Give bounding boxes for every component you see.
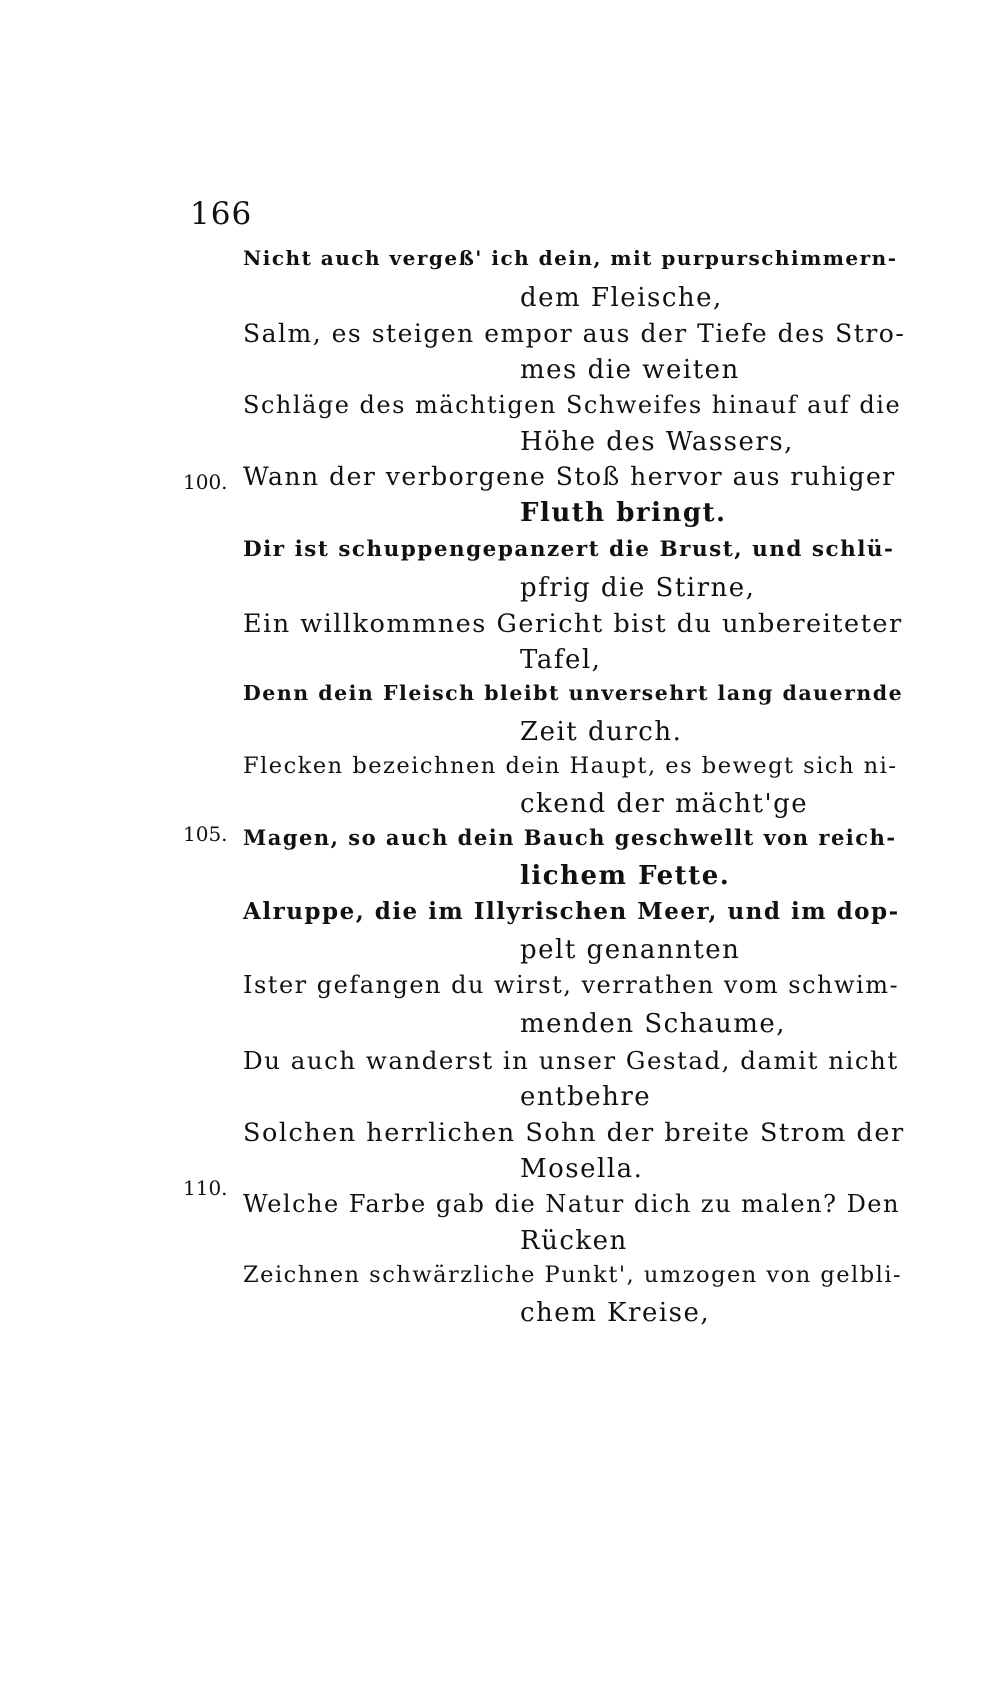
text-line: Solchen herrlichen Sohn der breite Strom der — [243, 1118, 905, 1148]
text-line: Schläge des mächtigen Schweifes hinauf auf die — [243, 391, 902, 419]
text-line: Mosella. — [520, 1154, 644, 1184]
text-line: menden Schaume, — [520, 1009, 786, 1039]
text-line: pelt genannten — [520, 935, 741, 965]
text-line: entbehre — [520, 1082, 652, 1112]
text-line: Alruppe, die im Illyrischen Meer, und im dop- — [243, 898, 900, 925]
text-line: Zeichnen schwärzliche Punkt', umzogen von gelbli- — [243, 1262, 903, 1288]
text-line: Welche Farbe gab die Natur dich zu malen? Den — [243, 1190, 900, 1218]
text-line: Ister gefangen du wirst, verrathen vom schwim- — [243, 971, 900, 999]
text-line: Zeit durch. — [520, 717, 683, 747]
text-line: Fluth bringt. — [520, 498, 727, 528]
text-line: Nicht auch vergeß' ich dein, mit purpurschimmern- — [243, 246, 898, 270]
text-line: Dir ist schuppengepanzert die Brust, und schlü- — [243, 537, 895, 562]
text-line: Denn dein Fleisch bleibt unversehrt lang dauernde — [243, 681, 904, 705]
text-line: Du auch wanderst in unser Gestad, damit nicht — [243, 1046, 899, 1075]
verse-number: 110. — [183, 1176, 228, 1200]
text-line: Rücken — [520, 1226, 628, 1256]
text-line: pfrig die Stirne, — [520, 573, 756, 603]
verse-number: 100. — [183, 470, 228, 494]
text-line: Tafel, — [520, 645, 602, 675]
text-line: Ein willkommnes Gericht bist du unbereiteter — [243, 609, 903, 639]
text-line: ckend der mächt'ge — [520, 789, 809, 819]
verse-number: 105. — [183, 822, 228, 846]
text-line: lichem Fette. — [520, 861, 731, 891]
text-line: Höhe des Wassers, — [520, 427, 794, 457]
text-line: Flecken bezeichnen dein Haupt, es bewegt sich ni- — [243, 753, 898, 779]
text-line: Magen, so auch dein Bauch geschwellt von reich- — [243, 825, 897, 850]
text-line: chem Kreise, — [520, 1298, 711, 1328]
text-line: dem Fleische, — [520, 283, 723, 313]
page-number: 166 — [190, 196, 253, 232]
text-line: mes die weiten — [520, 355, 740, 385]
text-line: Salm, es steigen empor aus der Tiefe des Stro- — [243, 319, 906, 348]
text-line: Wann der verborgene Stoß hervor aus ruhiger — [243, 462, 896, 491]
